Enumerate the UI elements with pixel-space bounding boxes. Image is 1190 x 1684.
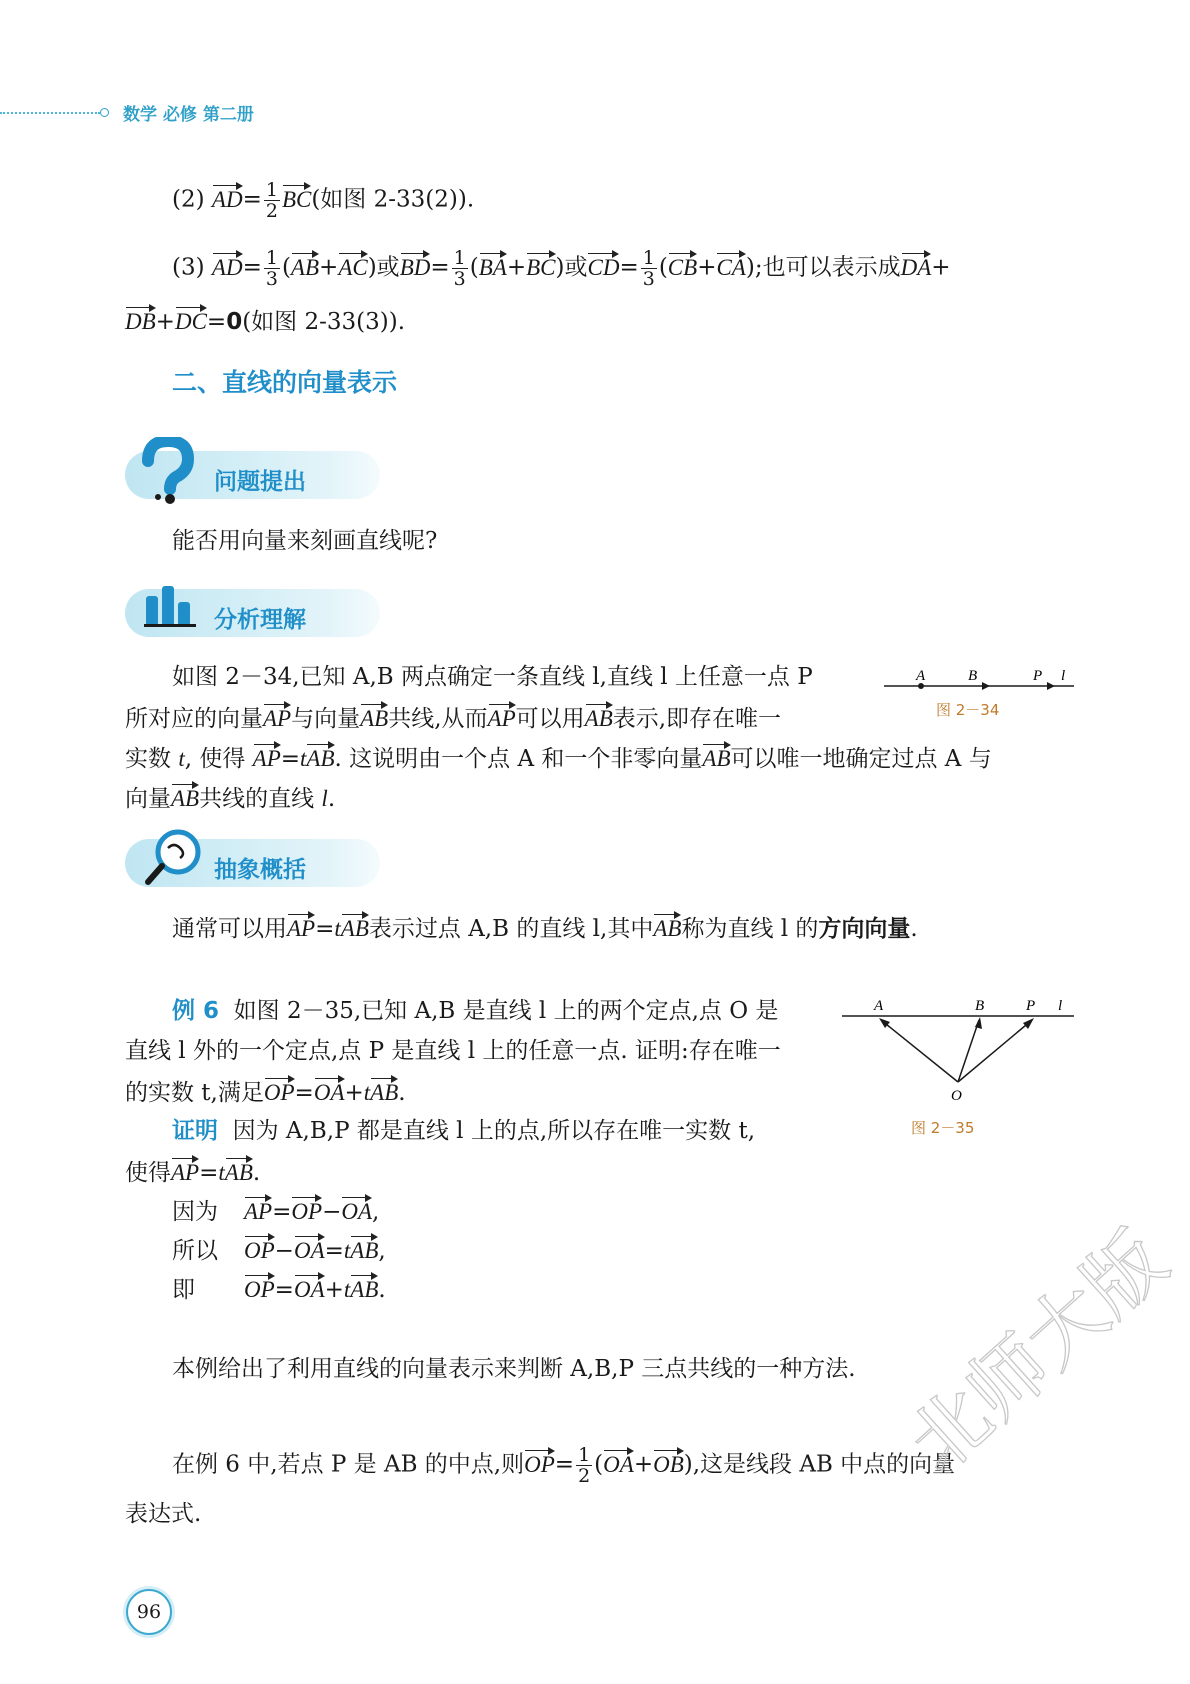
analysis-box-label: 分析理解: [214, 607, 306, 633]
vector-op: OP: [244, 1273, 275, 1305]
proof-step-3: 即 OP=OA+tAB.: [172, 1273, 386, 1305]
label-l: l: [1058, 998, 1063, 1014]
lightbulb-icon: [140, 828, 204, 890]
vector-bd: BD: [400, 251, 431, 283]
fraction-half: $\frac{1}{2}$: [578, 1444, 591, 1487]
vector-ab: AB: [370, 1076, 398, 1108]
zero-vector: 0: [226, 309, 243, 335]
vector-ab: AB: [702, 742, 730, 774]
example-label: 例 6: [172, 998, 220, 1024]
vector-ap: AP: [263, 702, 291, 734]
fraction-third: $\frac{1}{3}$: [453, 247, 466, 290]
vector-ad: AD: [212, 183, 243, 215]
vector-op: OP: [244, 1234, 275, 1266]
vector-ap: AP: [253, 742, 281, 774]
vector-bc: BC: [526, 251, 555, 283]
item-2-tail: (如图 2-33(2)).: [311, 186, 475, 213]
running-header: 数学 必修 第二册: [123, 105, 254, 125]
page-number: 96: [126, 1589, 172, 1635]
analysis-line-2: 所对应的向量AP与向量AB共线,从而AP可以用AB表示,即存在唯一: [125, 702, 781, 734]
equals: =: [242, 186, 262, 213]
vector-op: OP: [264, 1076, 295, 1108]
vector-ab: AB: [350, 1273, 378, 1305]
vector-ab: AB: [350, 1234, 378, 1266]
vector-ac: AC: [338, 251, 367, 283]
vector-cd: CD: [587, 251, 619, 283]
vector-ap: AP: [287, 912, 315, 944]
vector-dc: DC: [175, 305, 207, 337]
vector-ap: AP: [171, 1156, 199, 1188]
analysis-line-1: 如图 2－34,已知 A,B 两点确定一条直线 l,直线 l 上任意一点 P: [172, 664, 813, 690]
analysis-line-3: 实数 t, 使得 AP=tAB. 这说明由一个点 A 和一个非零向量AB可以唯一地确定过点 A 与: [125, 742, 992, 774]
header-dotted-rule: [0, 112, 100, 114]
vector-oa: OA: [294, 1273, 325, 1305]
section-title: 二、直线的向量表示: [172, 368, 398, 397]
vector-oa: OA: [314, 1076, 345, 1108]
question-mark-icon: [138, 437, 198, 505]
vector-ab: AB: [171, 782, 199, 814]
vector-ad: AD: [212, 251, 243, 283]
vector-ab: AB: [653, 912, 681, 944]
term-direction-vector: 方向向量: [818, 916, 911, 942]
analysis-line-4: 向量AB共线的直线 l.: [125, 782, 335, 814]
label-o: O: [951, 1088, 962, 1104]
question-box-label: 问题提出: [214, 469, 306, 495]
proof-line-2: 使得AP=tAB.: [125, 1156, 260, 1188]
proof-step-1: 因为 AP=OP−OA,: [172, 1195, 379, 1227]
proof-label: 证明: [172, 1118, 218, 1144]
label-a: A: [874, 998, 884, 1014]
figure-2-35: [838, 994, 1078, 1104]
vector-ap: AP: [244, 1195, 272, 1227]
fraction-half: $\frac{1}{2}$: [265, 179, 278, 222]
item-3-line-2: DB+DC=0(如图 2-33(3)).: [125, 305, 405, 337]
fraction-third: $\frac{1}{3}$: [265, 247, 278, 290]
example-6-line-1: 例 6 如图 2－35,已知 A,B 是直线 l 上的两个定点,点 O 是: [172, 998, 779, 1024]
vector-oa: OA: [341, 1195, 372, 1227]
vector-oa: OA: [603, 1448, 634, 1480]
vector-ob: OB: [653, 1448, 684, 1480]
figure-2-35-caption: 图 2－35: [911, 1119, 975, 1137]
remark-2-line-2: 表达式.: [125, 1501, 202, 1527]
figure-2-34-caption: 图 2－34: [936, 701, 1000, 719]
vector-da: DA: [901, 251, 932, 283]
vector-op: OP: [291, 1195, 322, 1227]
label-b: B: [968, 668, 978, 684]
remark-1: 本例给出了利用直线的向量表示来判断 A,B,P 三点共线的一种方法.: [172, 1356, 856, 1382]
vector-oa: OA: [294, 1234, 325, 1266]
example-6-line-2: 直线 l 外的一个定点,点 P 是直线 l 上的任意一点. 证明:存在唯一: [125, 1038, 781, 1064]
header-circle-icon: [100, 108, 109, 117]
label-p: P: [1033, 668, 1043, 684]
label-l: l: [1061, 668, 1066, 684]
vector-cb: CB: [668, 251, 697, 283]
vector-op: OP: [524, 1448, 555, 1480]
abstract-box-label: 抽象概括: [214, 857, 306, 883]
label-a: A: [916, 668, 926, 684]
question-text: 能否用向量来刻画直线呢?: [172, 528, 438, 554]
label-b: B: [975, 998, 985, 1014]
watermark: 北师大版: [892, 1214, 1185, 1491]
item-3-line-1: (3) AD= $\frac{1}{3}$ (AB+AC)或BD= $\frac{1}{3}$ (BA+BC)或CD= $\frac{1}{3}$ (CB+CA);也可以表示成DA+: [172, 247, 951, 290]
remark-2-line-1: 在例 6 中,若点 P 是 AB 的中点,则OP= $\frac{1}{2}$ (OA+OB),这是线段 AB 中点的向量: [172, 1444, 956, 1487]
vector-ab: AB: [306, 742, 334, 774]
proof-line-1: 证明 因为 A,B,P 都是直线 l 上的点,所以存在唯一实数 t,: [172, 1118, 756, 1144]
abstract-text: 通常可以用AP=tAB表示过点 A,B 的直线 l,其中AB称为直线 l 的方向向量.: [172, 912, 918, 944]
item-2: [172, 180, 474, 221]
vector-ca: CA: [716, 251, 745, 283]
vector-ab: AB: [225, 1156, 253, 1188]
vector-db: DB: [125, 305, 156, 337]
vector-bc: BC: [282, 183, 311, 215]
vector-ab: AB: [341, 912, 369, 944]
vector-ab: AB: [585, 702, 613, 734]
vector-ab: AB: [291, 251, 319, 283]
example-6-line-3: 的实数 t,满足OP=OA+tAB.: [125, 1076, 406, 1108]
vector-ab: AB: [360, 702, 388, 734]
label-p: P: [1026, 998, 1036, 1014]
vector-ap: AP: [488, 702, 516, 734]
item-2-prefix: (2): [172, 186, 212, 213]
fraction-third: $\frac{1}{3}$: [642, 247, 655, 290]
bar-chart-icon: [144, 584, 200, 628]
vector-ba: BA: [479, 251, 507, 283]
proof-step-2: 所以 OP−OA=tAB,: [172, 1234, 386, 1266]
